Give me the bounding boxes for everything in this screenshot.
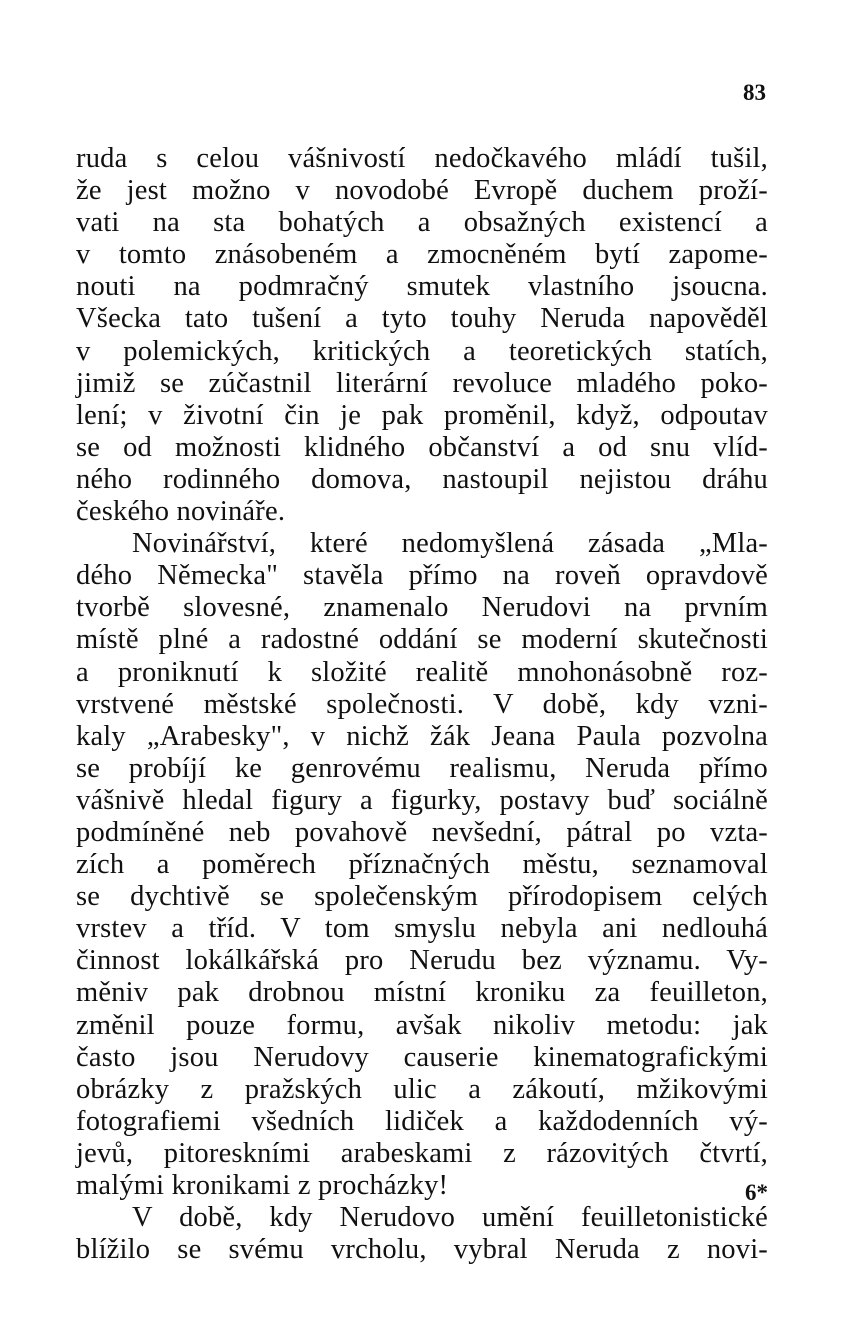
- text-line: ruda s celou vášnivostí nedočkavého mládí tušil,: [76, 143, 768, 174]
- text-line: zích a poměrech příznačných městu, seznamoval: [76, 849, 768, 881]
- text-line: činnost lokálkářská pro Nerudu bez významu. Vy-: [76, 945, 768, 977]
- text-line: blížilo se svému vrcholu, vybral Neruda z novi-: [76, 1234, 768, 1266]
- text-line: jimiž se zúčastnil literární revoluce mladého poko-: [76, 367, 768, 399]
- signature-mark: 6*: [745, 1180, 768, 1205]
- text-line: Všecka tato tušení a tyto touhy Neruda napověděl: [76, 303, 768, 335]
- text-line: se od možnosti klidného občanství a od snu vlíd-: [76, 431, 768, 463]
- text-line: obrázky z pražských ulic a zákoutí, mžikovými: [76, 1073, 768, 1105]
- text-line: a proniknutí k složité realitě mnohonásobně roz-: [76, 656, 768, 688]
- text-line: se probíjí ke genrovému realismu, Neruda přímo: [76, 752, 768, 784]
- body-text: [76, 143, 768, 1266]
- text-line: místě plné a radostné oddání se moderní skutečnosti: [76, 624, 768, 656]
- page-number: 83: [743, 80, 766, 105]
- text-line: vášnivě hledal figury a figurky, postavy buď sociálně: [76, 784, 768, 816]
- text-line: se dychtivě se společenským přírodopisem celých: [76, 881, 768, 913]
- text-line: V době, kdy Nerudovo umění feuilletonistické: [132, 1202, 768, 1234]
- text-line: změnil pouze formu, avšak nikoliv metodu: jak: [76, 1009, 768, 1041]
- text-line: jevů, pitoreskními arabeskami z rázovitých čtvrtí,: [76, 1137, 768, 1169]
- text-line: vrstvené městské společnosti. V době, kdy vzni-: [76, 688, 768, 720]
- text-line: v polemických, kritických a teoretických statích,: [76, 335, 768, 367]
- text-line: Novinářství, které nedomyšlená zásada „Mla-: [132, 528, 768, 560]
- text-line: dého Německa" stavěla přímo na roveň opravdově: [76, 560, 768, 592]
- text-line: kaly „Arabesky", v nichž žák Jeana Paula pozvolna: [76, 720, 768, 752]
- text-line: podmíněné neb povahově nevšední, pátral po vzta-: [76, 816, 768, 848]
- text-line: lení; v životní čin je pak proměnil, když, odpoutav: [76, 399, 768, 431]
- text-line: nouti na podmračný smutek vlastního jsoucna.: [76, 271, 768, 303]
- text-line: vati na sta bohatých a obsažných existencí a: [76, 207, 768, 239]
- text-line: ného rodinného domova, nastoupil nejistou dráhu: [76, 463, 768, 495]
- text-line: tvorbě slovesné, znamenalo Nerudovi na prvním: [76, 592, 768, 624]
- text-line: že jest možno v novodobé Evropě duchem proží-: [76, 175, 768, 207]
- text-line: českého novináře.: [76, 496, 286, 528]
- text-line: vrstev a tříd. V tom smyslu nebyla ani nedlouhá: [76, 913, 768, 945]
- text-line: fotografiemi všedních lidiček a každodenních vý-: [76, 1105, 768, 1137]
- text-line: často jsou Nerudovy causerie kinematografickými: [76, 1041, 768, 1073]
- text-line: měniv pak drobnou místní kroniku za feuilleton,: [76, 977, 768, 1009]
- text-line: malými kronikami z procházky!: [76, 1170, 449, 1201]
- text-line: v tomto znásobeném a zmocněném bytí zapome-: [76, 239, 768, 271]
